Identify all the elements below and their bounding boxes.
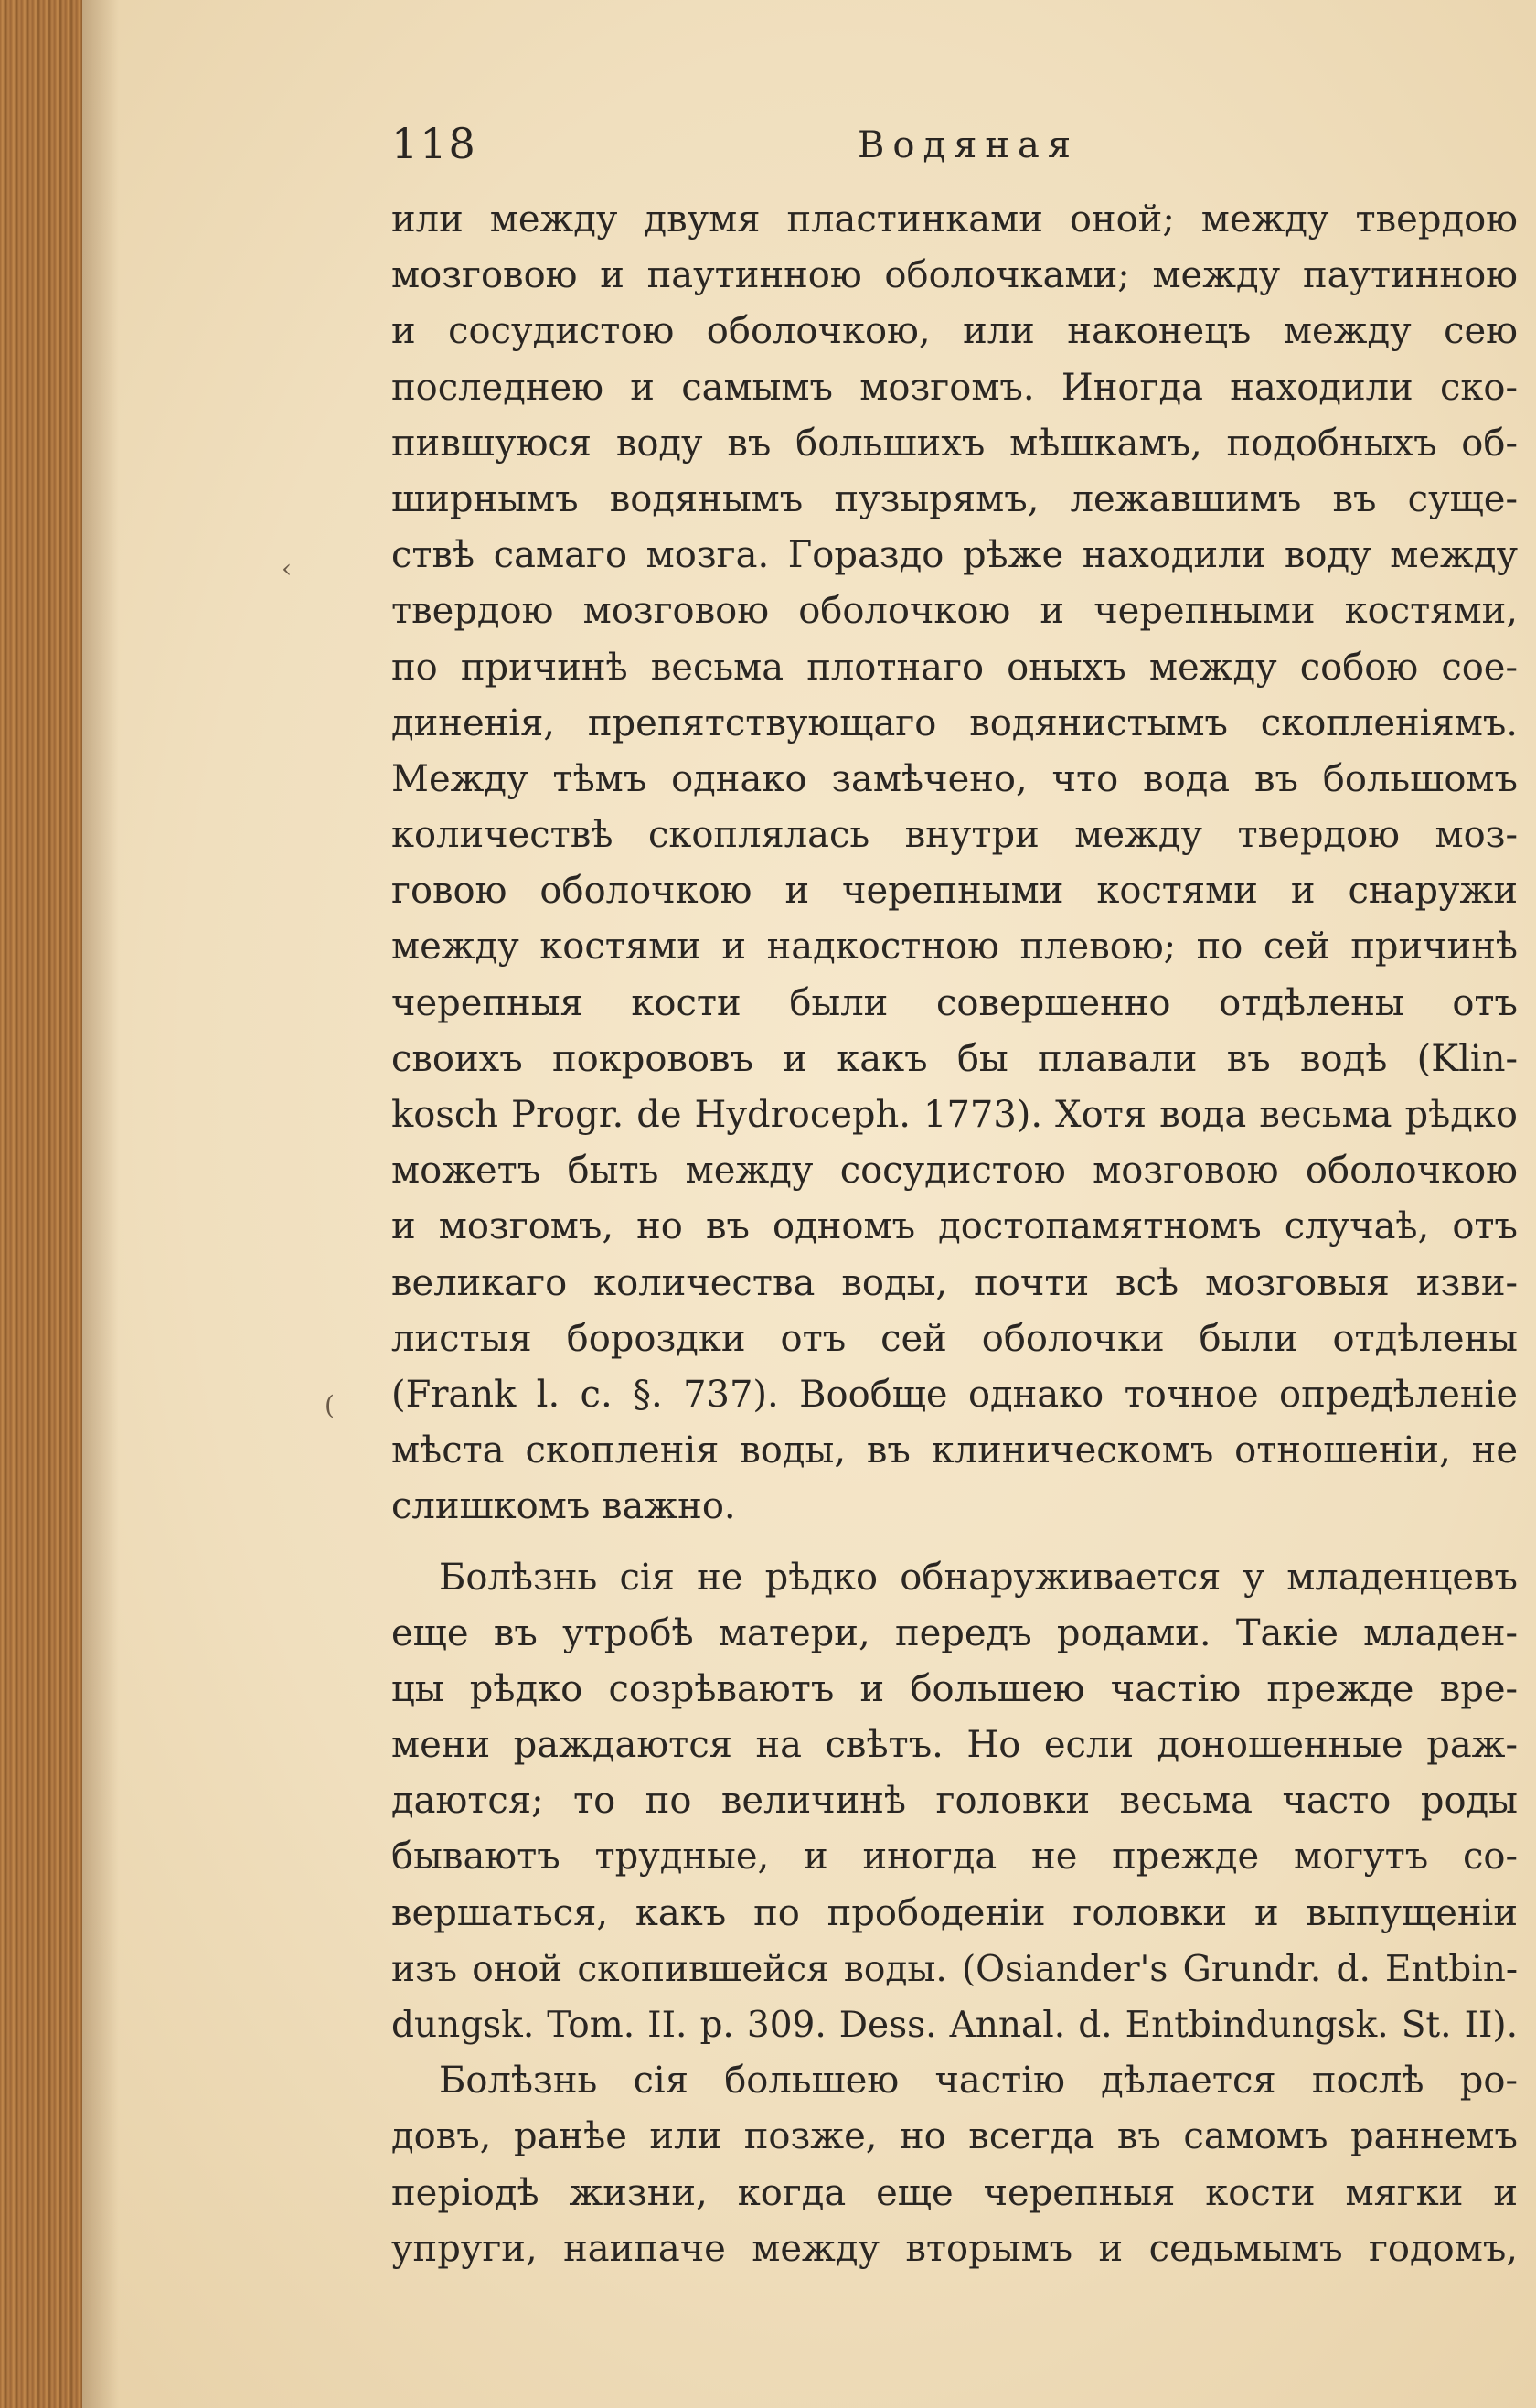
text-line: великаго количества воды, почти всѣ мозговыя изви- (391, 1261, 1518, 1304)
text-line: последнею и самымъ мозгомъ. Иногда находили ско- (391, 366, 1518, 409)
text-line: слишкомъ важно. (391, 1485, 736, 1528)
text-line: періодѣ жизни, когда еще черепныя кости мягки и (391, 2171, 1518, 2214)
text-line: цы рѣдко созрѣваютъ и большею частію прежде вре- (391, 1667, 1518, 1710)
text-line: ствѣ самаго мозга. Гораздо рѣже находили воду между (391, 534, 1518, 577)
text-line: твердою мозговою оболочкою и черепными костями, (391, 590, 1518, 633)
body-text (391, 192, 1518, 2277)
text-line: между костями и надкостною плевою; по сей причинѣ (391, 926, 1518, 969)
page-header (391, 119, 1525, 192)
text-line: ширнымъ водянымъ пузырямъ, лежавшимъ въ суще- (391, 477, 1518, 520)
text-line: бываютъ трудные, и иногда не прежде могутъ со- (391, 1835, 1518, 1878)
text-line: листыя бороздки отъ сей оболочки были отдѣлены (391, 1317, 1518, 1360)
text-line: Болѣзнь сія не рѣдко обнаруживается у младенцевъ (439, 1556, 1518, 1599)
text-line: и мозгомъ, но въ одномъ достопамятномъ случаѣ, отъ (391, 1205, 1518, 1248)
page-number: 118 (391, 119, 477, 168)
margin-mark: ( (325, 1390, 335, 1420)
text-line: изъ оной скопившейся воды. (Osiander's Grundr. d. Entbin- (391, 1948, 1518, 1990)
text-line: мозговою и паутинною оболочками; между паутинною (391, 254, 1518, 297)
text-line: своихъ покрововъ и какъ бы плавали въ водѣ (Klin- (391, 1037, 1518, 1080)
text-line: даются; то по величинѣ головки весьма часто роды (391, 1780, 1518, 1823)
paragraph (391, 192, 1518, 1536)
text-line: мени раждаются на свѣтъ. Но если доношенные раж- (391, 1724, 1518, 1767)
text-line: dungsk. Tom. II. p. 309. Dess. Annal. d. Entbindungsk. St. II). (391, 2005, 1518, 2046)
text-line: еще въ утробѣ матери, передъ родами. Такіе младен- (391, 1611, 1518, 1654)
gutter-shadow (82, 0, 119, 2408)
text-line: довъ, ранѣе или позже, но всегда въ самомъ раннемъ (391, 2115, 1518, 2158)
running-title: Водяная (858, 124, 1080, 166)
text-line: количествѣ скоплялась внутри между твердою моз- (391, 814, 1518, 857)
text-line: мѣста скопленія воды, въ клиническомъ отношеніи, не (391, 1429, 1518, 1472)
text-line: Между тѣмъ однако замѣчено, что вода въ большомъ (391, 757, 1518, 800)
text-line: вершаться, какъ по прободеніи головки и выпущеніи (391, 1891, 1518, 1934)
book-spine-edge (0, 0, 82, 2408)
text-line: Болѣзнь сія большею частію дѣлается послѣ ро- (439, 2060, 1518, 2103)
text-line: говою оболочкою и черепными костями и снаружи (391, 870, 1518, 913)
text-line: и сосудистою оболочкою, или наконецъ между сею (391, 310, 1518, 353)
text-line: черепныя кости были совершенно отдѣлены отъ (391, 981, 1518, 1024)
text-line: или между двумя пластинками оной; между твердою (391, 198, 1518, 241)
paragraph-gap (391, 1536, 1518, 1550)
paragraph (391, 2053, 1518, 2277)
text-line: упруги, наипаче между вторымъ и седьмымъ годомъ, (391, 2227, 1518, 2270)
text-line: по причинѣ весьма плотнаго оныхъ между собою сое- (391, 646, 1518, 689)
paragraph (391, 1550, 1518, 2054)
margin-mark: ‹ (282, 553, 293, 583)
text-line: пившуюся воду въ большихъ мѣшкамъ, подобныхъ об- (391, 422, 1518, 465)
text-line: диненія, препятствующаго водянистымъ скопленіямъ. (391, 701, 1518, 744)
text-line: можетъ быть между сосудистою мозговою оболочкою (391, 1150, 1518, 1193)
text-line: kosch Progr. de Hydroceph. 1773). Хотя вода весьма рѣдко (391, 1094, 1518, 1136)
text-line: (Frank l. c. §. 737). Вообще однако точное опредѣленіе (391, 1373, 1518, 1416)
